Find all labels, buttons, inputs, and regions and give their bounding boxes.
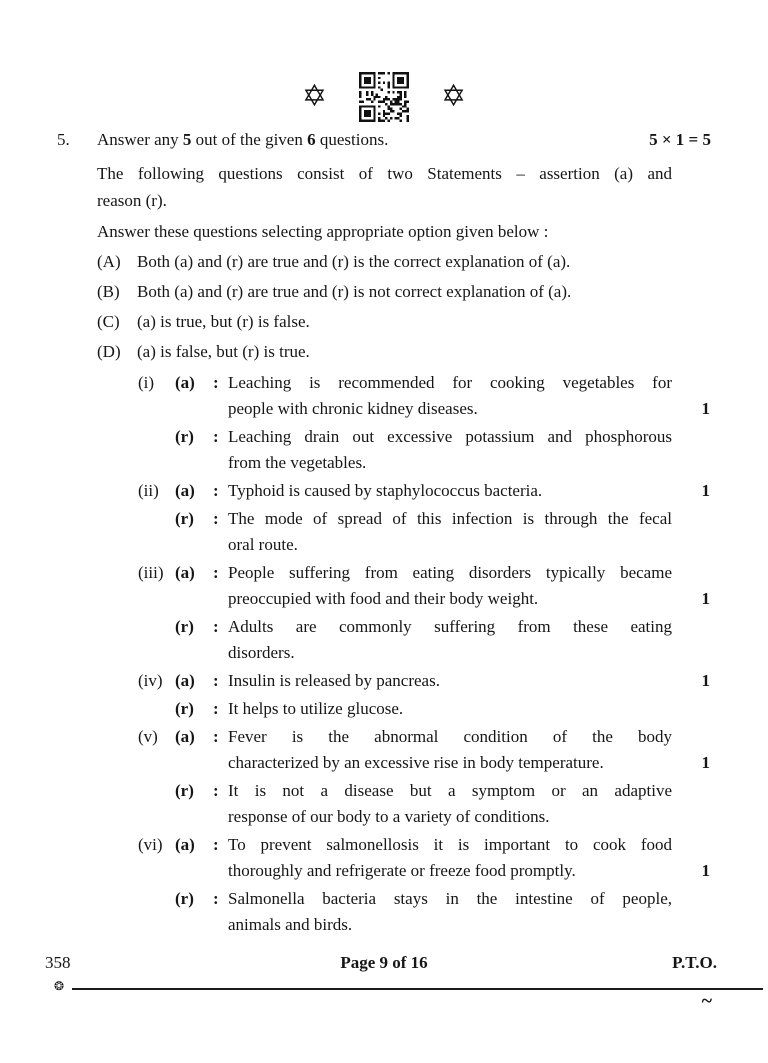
question-heading-row xyxy=(57,126,768,153)
statement-text xyxy=(228,724,672,776)
question-text-bold: 5 xyxy=(182,130,192,149)
statement-line: thoroughly and refrigerate or freeze food promptly. xyxy=(228,861,576,880)
statement-colon: : xyxy=(213,481,219,500)
option-text: Both (a) and (r) are true and (r) is not correct explanation of (a). xyxy=(137,282,572,301)
statement-colon: : xyxy=(213,563,219,582)
option-row xyxy=(97,308,711,335)
statement-text xyxy=(228,560,672,612)
statement-text xyxy=(228,832,672,884)
assertion-row xyxy=(138,370,768,422)
option-label: (B) xyxy=(97,282,120,301)
printers-ornament-icon: ❂ xyxy=(54,979,65,993)
intro-paragraph xyxy=(97,160,672,214)
page-indicator: Page 9 of 16 xyxy=(340,953,428,972)
qr-code xyxy=(359,72,409,122)
assertion-row xyxy=(138,832,768,884)
statement-label: (r) xyxy=(175,781,194,800)
statement-line: It helps to utilize glucose. xyxy=(228,699,404,718)
question-number: 5. xyxy=(57,130,70,149)
marks-value: 1 xyxy=(701,671,710,690)
paper-code: 358 xyxy=(45,953,71,972)
item-numeral xyxy=(138,778,175,830)
statement-colon: : xyxy=(213,427,219,446)
statement-line: people with chronic kidney diseases. xyxy=(228,399,478,418)
statement-line: Leaching drain out excessive potassium and phosphorous xyxy=(228,427,672,446)
statement-text xyxy=(228,506,672,558)
marks-value: 1 xyxy=(701,589,710,608)
statement-label: (r) xyxy=(175,889,194,908)
statement-text xyxy=(228,424,672,476)
statement-line: characterized by an excessive rise in body temperature. xyxy=(228,753,604,772)
statement-label: (a) xyxy=(175,835,195,854)
statement-line: oral route. xyxy=(228,535,298,554)
statement-colon: : xyxy=(213,617,219,636)
statement-colon: : xyxy=(213,835,219,854)
statement-label: (a) xyxy=(175,671,195,690)
statement-line: Leaching is recommended for cooking vegetables for xyxy=(228,373,672,392)
statement-line: Adults are commonly suffering from these eating xyxy=(228,617,672,636)
option-text: Both (a) and (r) are true and (r) is the correct explanation of (a). xyxy=(137,252,571,271)
item-numeral: (i) xyxy=(138,373,155,392)
header-qr-row xyxy=(0,72,768,122)
items-list xyxy=(0,370,768,938)
item-numeral: (v) xyxy=(138,727,158,746)
statement-line: preoccupied with food and their body weight. xyxy=(228,589,539,608)
item-numeral xyxy=(138,696,175,722)
statement-label: (r) xyxy=(175,427,194,446)
statement-line: To prevent salmonellosis it is important to cook food xyxy=(228,835,672,854)
statement-text xyxy=(228,478,672,504)
tilde-mark: ~ xyxy=(701,990,712,1012)
item-numeral xyxy=(138,614,175,666)
statement-colon: : xyxy=(213,373,219,392)
statement-line: It is not a disease but a symptom or an adaptive xyxy=(228,781,672,800)
option-row xyxy=(97,248,711,275)
statement-colon: : xyxy=(213,671,219,690)
marks-formula: 5 × 1 = 5 xyxy=(649,130,711,149)
item-numeral: (vi) xyxy=(138,835,163,854)
reason-row xyxy=(138,424,768,476)
statement-label: (a) xyxy=(175,563,195,582)
question-text-bold: 6 xyxy=(307,130,316,149)
reason-row xyxy=(138,506,768,558)
statement-line: Typhoid is caused by staphylococcus bacteria. xyxy=(228,481,543,500)
footer-rule xyxy=(72,988,763,990)
statement-line: animals and birds. xyxy=(228,915,353,934)
option-label: (D) xyxy=(97,342,121,361)
statement-colon: : xyxy=(213,727,219,746)
statement-text xyxy=(228,614,672,666)
statement-text xyxy=(228,370,672,422)
statement-text xyxy=(228,886,672,938)
statement-text xyxy=(228,668,672,694)
item-numeral xyxy=(138,506,175,558)
item-numeral: (iv) xyxy=(138,671,163,690)
reason-row xyxy=(138,614,768,666)
statement-label: (r) xyxy=(175,509,194,528)
item-numeral xyxy=(138,424,175,476)
statement-line: Salmonella bacteria stays in the intestine of people, xyxy=(228,889,672,908)
statement-text xyxy=(228,778,672,830)
reason-row xyxy=(138,696,768,722)
reason-row xyxy=(138,778,768,830)
question-text-part: out of the given xyxy=(191,130,308,149)
question-body xyxy=(0,126,768,940)
marks-value: 1 xyxy=(701,753,710,772)
statement-colon: : xyxy=(213,509,219,528)
item-numeral: (iii) xyxy=(138,563,164,582)
assertion-row xyxy=(138,478,768,504)
intro-line: reason (r). xyxy=(97,191,167,210)
question-text xyxy=(97,126,649,153)
statement-line: Insulin is released by pancreas. xyxy=(228,671,440,690)
statement-label: (a) xyxy=(175,481,195,500)
star-of-david-icon: ✡ xyxy=(301,79,327,114)
footer xyxy=(0,951,768,975)
assertion-row xyxy=(138,668,768,694)
question-text-part: questions. xyxy=(315,130,389,149)
option-text: (a) is true, but (r) is false. xyxy=(137,312,310,331)
option-label: (C) xyxy=(97,312,120,331)
pto-label: P.T.O. xyxy=(672,953,717,972)
statement-colon: : xyxy=(213,699,219,718)
marks-value: 1 xyxy=(701,861,710,880)
intro-line: The following questions consist of two Statements – assertion (a) and xyxy=(97,164,672,183)
statement-label: (r) xyxy=(175,699,194,718)
option-text: (a) is false, but (r) is true. xyxy=(137,342,310,361)
item-numeral: (ii) xyxy=(138,481,159,500)
statement-colon: : xyxy=(213,889,219,908)
reason-row xyxy=(138,886,768,938)
marks-value: 1 xyxy=(701,481,710,500)
option-label: (A) xyxy=(97,252,121,271)
question-text-part: Answer any xyxy=(97,130,183,149)
instruction-line: Answer these questions selecting appropriate option given below : xyxy=(97,222,549,241)
statement-line: People suffering from eating disorders typically became xyxy=(228,563,672,582)
statement-line: from the vegetables. xyxy=(228,453,367,472)
statement-label: (a) xyxy=(175,727,195,746)
statement-label: (a) xyxy=(175,373,195,392)
assertion-row xyxy=(138,724,768,776)
statement-line: The mode of spread of this infection is through the fecal xyxy=(228,509,672,528)
item-numeral xyxy=(138,886,175,938)
options-list xyxy=(0,248,768,365)
option-row xyxy=(97,338,711,365)
option-row xyxy=(97,278,711,305)
assertion-row xyxy=(138,560,768,612)
star-of-david-icon: ✡ xyxy=(441,79,467,114)
marks-value: 1 xyxy=(701,399,710,418)
statement-text xyxy=(228,696,672,722)
statement-line: Fever is the abnormal condition of the body xyxy=(228,727,672,746)
statement-label: (r) xyxy=(175,617,194,636)
statement-line: response of our body to a variety of conditions. xyxy=(228,807,550,826)
statement-colon: : xyxy=(213,781,219,800)
statement-line: disorders. xyxy=(228,643,295,662)
